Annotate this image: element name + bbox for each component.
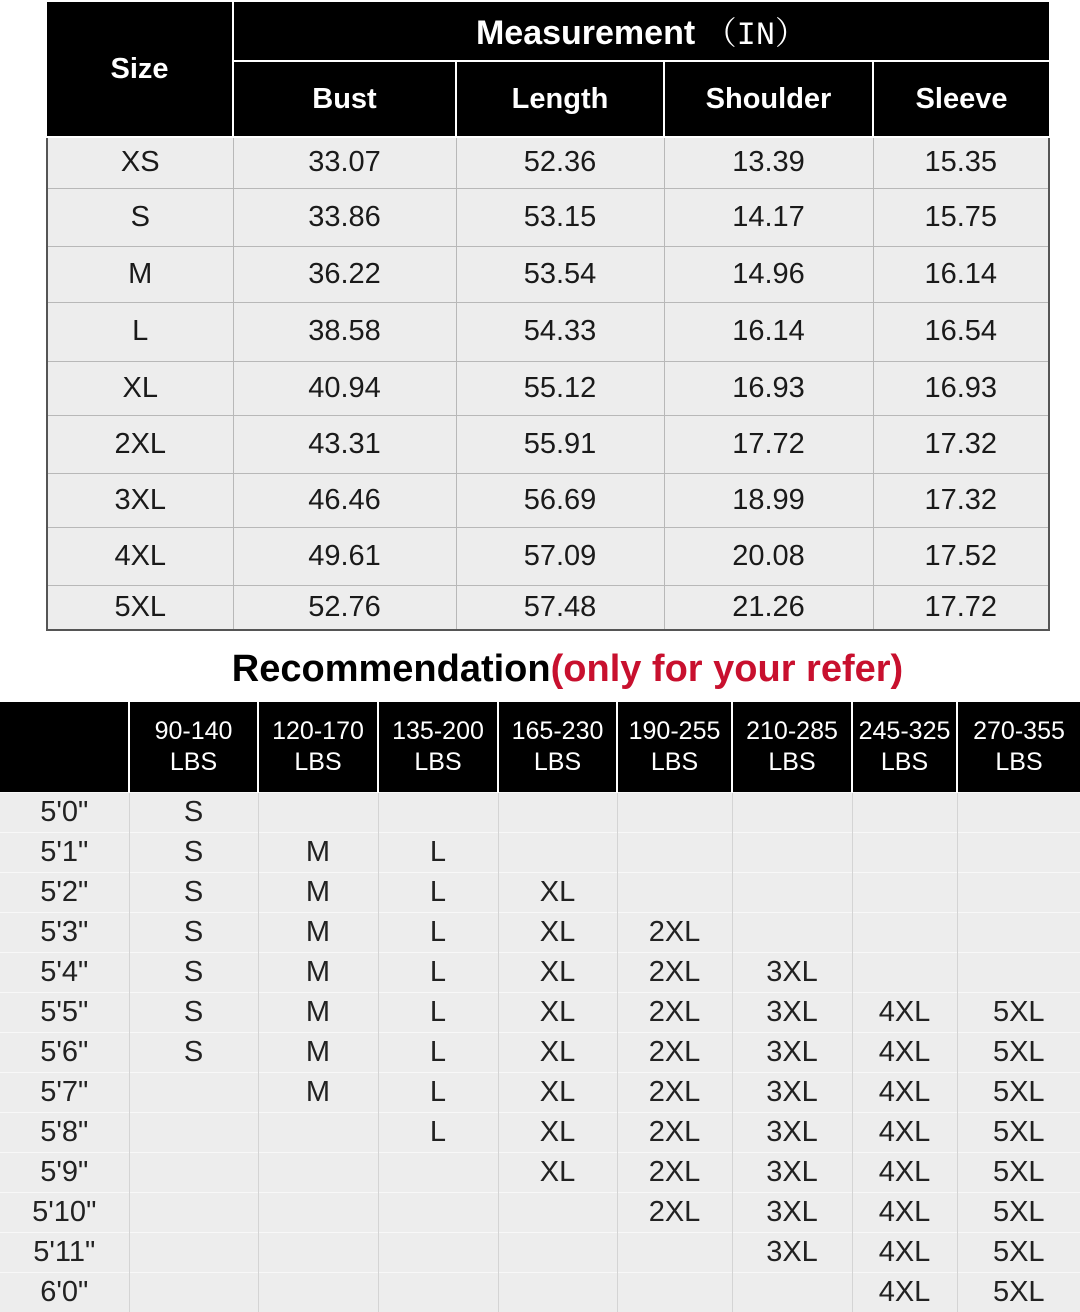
size-recommendation-cell (378, 793, 498, 833)
recommendation-header-row (0, 702, 1080, 793)
size-recommendation-cell: 4XL (852, 1033, 957, 1073)
size-recommendation-cell (957, 833, 1080, 873)
size-recommendation-cell (258, 1113, 378, 1153)
size-recommendation-cell: 2XL (617, 913, 732, 953)
height-cell: 5'2" (0, 873, 129, 913)
measurement-value-cell: 17.52 (873, 527, 1049, 585)
size-recommendation-cell: L (378, 833, 498, 873)
size-cell: 3XL (47, 473, 233, 527)
size-recommendation-cell: 2XL (617, 993, 732, 1033)
measurement-value-cell: 33.86 (233, 188, 456, 246)
size-recommendation-cell: L (378, 873, 498, 913)
size-recommendation-cell (378, 1273, 498, 1312)
measurement-value-cell: 17.72 (664, 415, 873, 473)
table-row (0, 993, 1080, 1033)
measurement-value-cell: 53.15 (456, 188, 664, 246)
size-recommendation-cell: M (258, 993, 378, 1033)
measurement-column-header: Sleeve (873, 61, 1049, 137)
weight-column-header (258, 702, 378, 793)
size-recommendation-cell: 4XL (852, 993, 957, 1033)
measurement-value-cell: 55.91 (456, 415, 664, 473)
weight-column-header (617, 702, 732, 793)
measurement-value-cell: 16.54 (873, 302, 1049, 361)
measurement-value-cell: 49.61 (233, 527, 456, 585)
height-cell: 5'10" (0, 1193, 129, 1233)
measurement-value-cell: 36.22 (233, 246, 456, 302)
size-recommendation-cell: S (129, 953, 258, 993)
table-row (0, 873, 1080, 913)
measurement-value-cell: 33.07 (233, 137, 456, 188)
weight-column-header (129, 702, 258, 793)
size-recommendation-cell: 5XL (957, 1233, 1080, 1273)
measurement-value-cell: 56.69 (456, 473, 664, 527)
size-recommendation-cell (852, 833, 957, 873)
size-recommendation-cell: 4XL (852, 1113, 957, 1153)
measurement-value-cell: 17.32 (873, 473, 1049, 527)
size-recommendation-cell (498, 1193, 617, 1233)
table-row (47, 527, 1049, 585)
weight-range: 190-255 (618, 716, 731, 747)
size-recommendation-cell: 2XL (617, 1153, 732, 1193)
height-cell: 5'9" (0, 1153, 129, 1193)
size-recommendation-cell (852, 793, 957, 833)
measurement-value-cell: 46.46 (233, 473, 456, 527)
weight-range: 120-170 (259, 716, 377, 747)
size-recommendation-cell: XL (498, 913, 617, 953)
size-recommendation-cell: 5XL (957, 1073, 1080, 1113)
size-recommendation-cell: XL (498, 1113, 617, 1153)
weight-unit: LBS (499, 747, 616, 778)
table-row (0, 833, 1080, 873)
table-row (47, 361, 1049, 415)
size-recommendation-cell (498, 1233, 617, 1273)
table-row (0, 1233, 1080, 1273)
recommendation-note: (only for your refer) (551, 648, 904, 690)
table-row (0, 913, 1080, 953)
size-recommendation-cell (617, 833, 732, 873)
height-column-header (0, 702, 129, 793)
size-recommendation-cell (129, 1153, 258, 1193)
weight-range: 270-355 (958, 716, 1080, 747)
measurement-value-cell: 15.35 (873, 137, 1049, 188)
size-recommendation-cell: 3XL (732, 1033, 852, 1073)
size-recommendation-cell: 2XL (617, 1073, 732, 1113)
size-recommendation-cell: 5XL (957, 1193, 1080, 1233)
size-recommendation-cell: 4XL (852, 1193, 957, 1233)
size-recommendation-cell (498, 833, 617, 873)
size-recommendation-cell: 5XL (957, 1033, 1080, 1073)
table-row (0, 953, 1080, 993)
size-recommendation-cell: L (378, 1113, 498, 1153)
table-row (0, 1273, 1080, 1312)
size-recommendation-cell (617, 793, 732, 833)
size-recommendation-cell: 2XL (617, 953, 732, 993)
size-recommendation-cell: S (129, 833, 258, 873)
size-recommendation-cell (378, 1193, 498, 1233)
measurement-value-cell: 54.33 (456, 302, 664, 361)
size-cell: XL (47, 361, 233, 415)
measurement-table (46, 2, 1050, 631)
height-cell: 5'0" (0, 793, 129, 833)
table-row (47, 415, 1049, 473)
size-recommendation-cell: 3XL (732, 1073, 852, 1113)
measurement-value-cell: 15.75 (873, 188, 1049, 246)
size-recommendation-cell: 3XL (732, 1193, 852, 1233)
size-recommendation-cell (617, 1273, 732, 1312)
measurement-value-cell: 40.94 (233, 361, 456, 415)
size-recommendation-cell: 3XL (732, 993, 852, 1033)
table-row (0, 1073, 1080, 1113)
weight-range: 90-140 (130, 716, 257, 747)
weight-column-header (957, 702, 1080, 793)
size-recommendation-cell (957, 953, 1080, 993)
size-recommendation-cell: S (129, 793, 258, 833)
size-recommendation-cell: 3XL (732, 1153, 852, 1193)
size-recommendation-cell: 4XL (852, 1273, 957, 1312)
size-recommendation-cell (617, 1233, 732, 1273)
size-recommendation-cell: S (129, 913, 258, 953)
height-cell: 5'6" (0, 1033, 129, 1073)
size-recommendation-cell: M (258, 1073, 378, 1113)
weight-column-header (498, 702, 617, 793)
size-recommendation-cell (732, 1273, 852, 1312)
size-recommendation-cell (732, 913, 852, 953)
size-cell: M (47, 246, 233, 302)
height-cell: 5'1" (0, 833, 129, 873)
weight-column-header (378, 702, 498, 793)
size-recommendation-cell: S (129, 993, 258, 1033)
measurement-column-header: Bust (233, 61, 456, 137)
size-recommendation-cell: 2XL (617, 1193, 732, 1233)
table-row (47, 585, 1049, 630)
size-recommendation-cell: XL (498, 1073, 617, 1113)
size-recommendation-cell (258, 1273, 378, 1312)
size-cell: S (47, 188, 233, 246)
weight-range: 245-325 (853, 716, 956, 747)
table-row (47, 473, 1049, 527)
size-recommendation-cell (852, 873, 957, 913)
table-row (47, 137, 1049, 188)
measurement-value-cell: 17.72 (873, 585, 1049, 630)
size-recommendation-cell: 5XL (957, 993, 1080, 1033)
size-recommendation-cell: 5XL (957, 1153, 1080, 1193)
measurement-value-cell: 55.12 (456, 361, 664, 415)
size-recommendation-cell: 4XL (852, 1153, 957, 1193)
size-recommendation-cell: M (258, 1033, 378, 1073)
size-recommendation-cell: 3XL (732, 1113, 852, 1153)
size-cell: 5XL (47, 585, 233, 630)
size-recommendation-cell: XL (498, 993, 617, 1033)
size-cell: 2XL (47, 415, 233, 473)
size-recommendation-cell: M (258, 873, 378, 913)
measurement-value-cell: 14.17 (664, 188, 873, 246)
height-cell: 5'11" (0, 1233, 129, 1273)
size-recommendation-cell (258, 1193, 378, 1233)
size-recommendation-cell (732, 833, 852, 873)
size-recommendation-cell: 4XL (852, 1073, 957, 1113)
size-recommendation-cell (732, 873, 852, 913)
height-cell: 5'7" (0, 1073, 129, 1113)
measurement-value-cell: 21.26 (664, 585, 873, 630)
weight-unit: LBS (130, 747, 257, 778)
table-row (0, 1153, 1080, 1193)
size-recommendation-cell: S (129, 873, 258, 913)
measurement-value-cell: 16.93 (664, 361, 873, 415)
measurement-value-cell: 43.31 (233, 415, 456, 473)
measurement-body (47, 137, 1049, 630)
recommendation-title: Recommendation (232, 648, 551, 690)
size-recommendation-cell (498, 1273, 617, 1312)
size-recommendation-cell: 5XL (957, 1113, 1080, 1153)
weight-range: 165-230 (499, 716, 616, 747)
size-cell: L (47, 302, 233, 361)
height-cell: 5'3" (0, 913, 129, 953)
size-recommendation-cell (957, 793, 1080, 833)
table-row (0, 1033, 1080, 1073)
height-cell: 5'5" (0, 993, 129, 1033)
size-recommendation-cell (258, 1153, 378, 1193)
size-recommendation-cell (852, 913, 957, 953)
recommendation-table (0, 702, 1080, 1312)
size-recommendation-cell: XL (498, 1153, 617, 1193)
size-recommendation-cell (957, 873, 1080, 913)
size-recommendation-cell (129, 1273, 258, 1312)
size-recommendation-cell: XL (498, 873, 617, 913)
measurement-value-cell: 16.14 (664, 302, 873, 361)
measurement-value-cell: 13.39 (664, 137, 873, 188)
size-recommendation-cell: M (258, 913, 378, 953)
height-cell: 5'4" (0, 953, 129, 993)
size-recommendation-cell: 2XL (617, 1033, 732, 1073)
size-recommendation-cell (129, 1233, 258, 1273)
size-recommendation-cell (129, 1193, 258, 1233)
weight-column-header (852, 702, 957, 793)
size-recommendation-cell (957, 913, 1080, 953)
size-recommendation-cell: M (258, 953, 378, 993)
size-recommendation-cell: L (378, 993, 498, 1033)
measurement-unit: （IN） (705, 17, 807, 54)
measurement-header-row (47, 2, 1049, 61)
size-recommendation-cell (617, 873, 732, 913)
weight-unit: LBS (618, 747, 731, 778)
measurement-value-cell: 52.76 (233, 585, 456, 630)
size-recommendation-cell (378, 1233, 498, 1273)
size-recommendation-cell (258, 1233, 378, 1273)
size-recommendation-cell: L (378, 913, 498, 953)
weight-range: 210-285 (733, 716, 851, 747)
size-cell: XS (47, 137, 233, 188)
measurement-value-cell: 53.54 (456, 246, 664, 302)
table-row (0, 793, 1080, 833)
table-row (47, 302, 1049, 361)
measurement-title-text: Measurement (476, 14, 695, 52)
weight-range: 135-200 (379, 716, 497, 747)
weight-unit: LBS (379, 747, 497, 778)
measurement-value-cell: 18.99 (664, 473, 873, 527)
height-cell: 6'0" (0, 1273, 129, 1312)
measurement-value-cell: 16.14 (873, 246, 1049, 302)
table-row (0, 1193, 1080, 1233)
size-recommendation-cell (378, 1153, 498, 1193)
table-row (0, 1113, 1080, 1153)
size-recommendation-cell (852, 953, 957, 993)
size-recommendation-cell: L (378, 953, 498, 993)
measurement-value-cell: 57.48 (456, 585, 664, 630)
size-recommendation-cell: 4XL (852, 1233, 957, 1273)
size-recommendation-cell: 3XL (732, 1233, 852, 1273)
height-cell: 5'8" (0, 1113, 129, 1153)
size-recommendation-cell: S (129, 1033, 258, 1073)
measurement-value-cell: 16.93 (873, 361, 1049, 415)
size-recommendation-cell: 5XL (957, 1273, 1080, 1312)
size-recommendation-cell: L (378, 1033, 498, 1073)
size-recommendation-cell (732, 793, 852, 833)
size-cell: 4XL (47, 527, 233, 585)
measurement-column-header: Shoulder (664, 61, 873, 137)
size-recommendation-cell: 2XL (617, 1113, 732, 1153)
weight-unit: LBS (733, 747, 851, 778)
measurement-value-cell: 57.09 (456, 527, 664, 585)
recommendation-heading (0, 648, 1080, 691)
measurement-value-cell: 17.32 (873, 415, 1049, 473)
size-recommendation-cell: M (258, 833, 378, 873)
size-recommendation-cell (258, 793, 378, 833)
measurement-value-cell: 20.08 (664, 527, 873, 585)
table-row (47, 188, 1049, 246)
measurement-value-cell: 52.36 (456, 137, 664, 188)
size-recommendation-cell: L (378, 1073, 498, 1113)
size-column-header: Size (47, 2, 233, 137)
recommendation-body (0, 793, 1080, 1312)
weight-unit: LBS (958, 747, 1080, 778)
size-recommendation-cell (498, 793, 617, 833)
size-recommendation-cell: XL (498, 1033, 617, 1073)
size-recommendation-cell (129, 1113, 258, 1153)
weight-unit: LBS (853, 747, 956, 778)
table-row (47, 246, 1049, 302)
weight-unit: LBS (259, 747, 377, 778)
measurement-value-cell: 38.58 (233, 302, 456, 361)
measurement-title (233, 2, 1049, 61)
measurement-value-cell: 14.96 (664, 246, 873, 302)
size-recommendation-cell (129, 1073, 258, 1113)
weight-column-header (732, 702, 852, 793)
size-recommendation-cell: 3XL (732, 953, 852, 993)
measurement-column-header: Length (456, 61, 664, 137)
size-recommendation-cell: XL (498, 953, 617, 993)
